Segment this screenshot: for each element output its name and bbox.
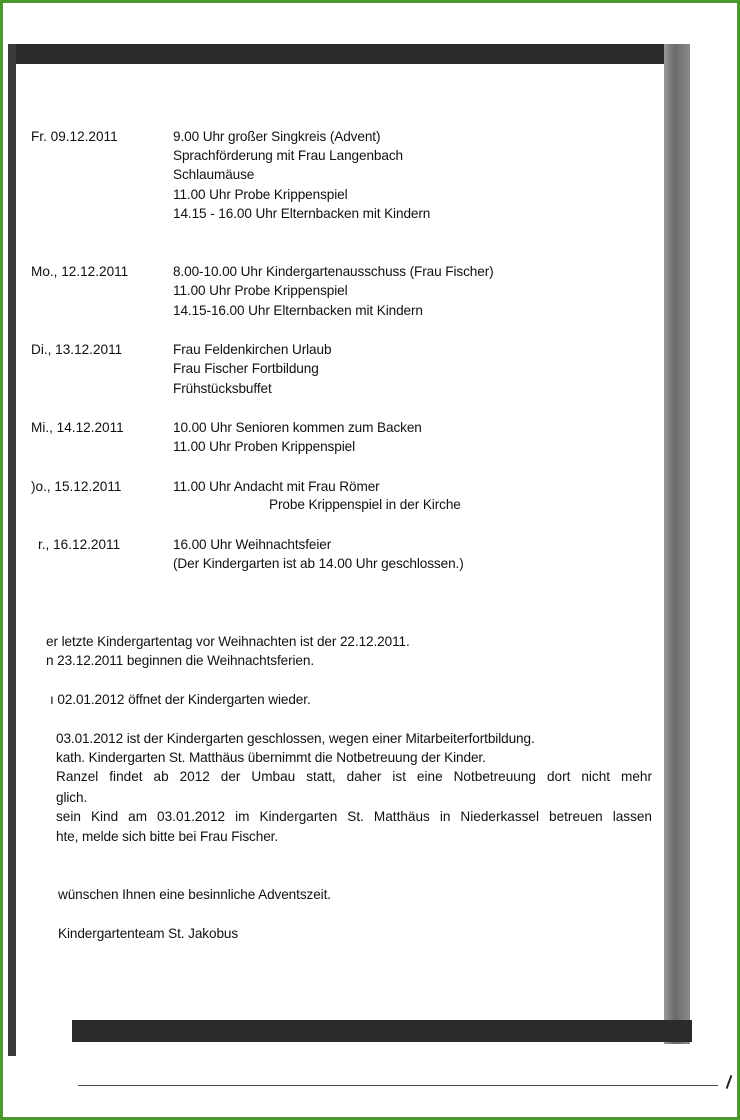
note-line: kath. Kindergarten St. Matthäus übernimmt die Notbetreuung der Kinder. [56,750,486,765]
schedule-date: Mi., 14.12.2011 [31,420,124,435]
schedule-entry: 9.00 Uhr großer Singkreis (Advent) [173,129,381,144]
signature: Kindergartenteam St. Jakobus [58,926,239,941]
note-line: ı 02.01.2012 öffnet der Kindergarten wieder. [50,692,311,707]
schedule-date: Di., 13.12.2011 [31,342,123,357]
note-line: 03.01.2012 ist der Kindergarten geschlossen, wegen einer Mitarbeiterfortbildung. [56,731,535,746]
schedule-entry: 14.15 - 16.00 Uhr Elternbacken mit Kindern [173,206,431,221]
schedule-entry: Frau Fischer Fortbildung [173,361,319,376]
schedule-entry: 11.00 Uhr Proben Krippenspiel [173,439,355,454]
schedule-date: Fr. 09.12.2011 [31,129,118,144]
schedule-entry: 16.00 Uhr Weihnachtsfeier [173,537,332,552]
scan-shadow-bottom [72,1020,692,1042]
schedule-date: r., 16.12.2011 [38,537,121,552]
schedule-date: Mo., 12.12.2011 [31,264,129,279]
corner-mark [726,1075,733,1089]
scan-shadow-right [664,44,690,1044]
schedule-entry: 11.00 Uhr Probe Krippenspiel [173,187,348,202]
schedule-date: )o., 15.12.2011 [31,479,122,494]
scan-shadow-top [8,44,688,64]
note-line: hte, melde sich bitte bei Frau Fischer. [56,829,279,844]
note-line: er letzte Kindergartentag vor Weihnachten ist der 22.12.2011. [46,634,410,649]
schedule-entry: Probe Krippenspiel in der Kirche [269,497,461,512]
note-line: n 23.12.2011 beginnen die Weihnachtsferien. [46,653,315,668]
schedule-entry: Frühstücksbuffet [173,381,272,396]
note-line: Ranzel findet ab 2012 der Umbau statt, daher ist eine Notbetreuung dort nicht mehr [56,769,652,784]
closing-greeting: wünschen Ihnen eine besinnliche Adventszeit. [58,887,331,902]
note-line: sein Kind am 03.01.2012 im Kindergarten St. Matthäus in Niederkassel betreuen lassen [56,809,652,824]
note-line: glich. [56,790,88,805]
bottom-edge-line [78,1085,718,1086]
schedule-entry: Sprachförderung mit Frau Langenbach [173,148,404,163]
schedule-entry: 10.00 Uhr Senioren kommen zum Backen [173,420,422,435]
schedule-entry: 14.15-16.00 Uhr Elternbacken mit Kindern [173,303,423,318]
schedule-entry: Schlaumäuse [173,167,255,182]
schedule-entry: Frau Feldenkirchen Urlaub [173,342,332,357]
schedule-entry: (Der Kindergarten ist ab 14.00 Uhr geschlossen.) [173,556,464,571]
schedule-entry: 11.00 Uhr Andacht mit Frau Römer [173,479,380,494]
scan-shadow-left [8,44,16,1056]
schedule-entry: 8.00-10.00 Uhr Kindergartenausschuss (Frau Fischer) [173,264,494,279]
schedule-entry: 11.00 Uhr Probe Krippenspiel [173,283,348,298]
